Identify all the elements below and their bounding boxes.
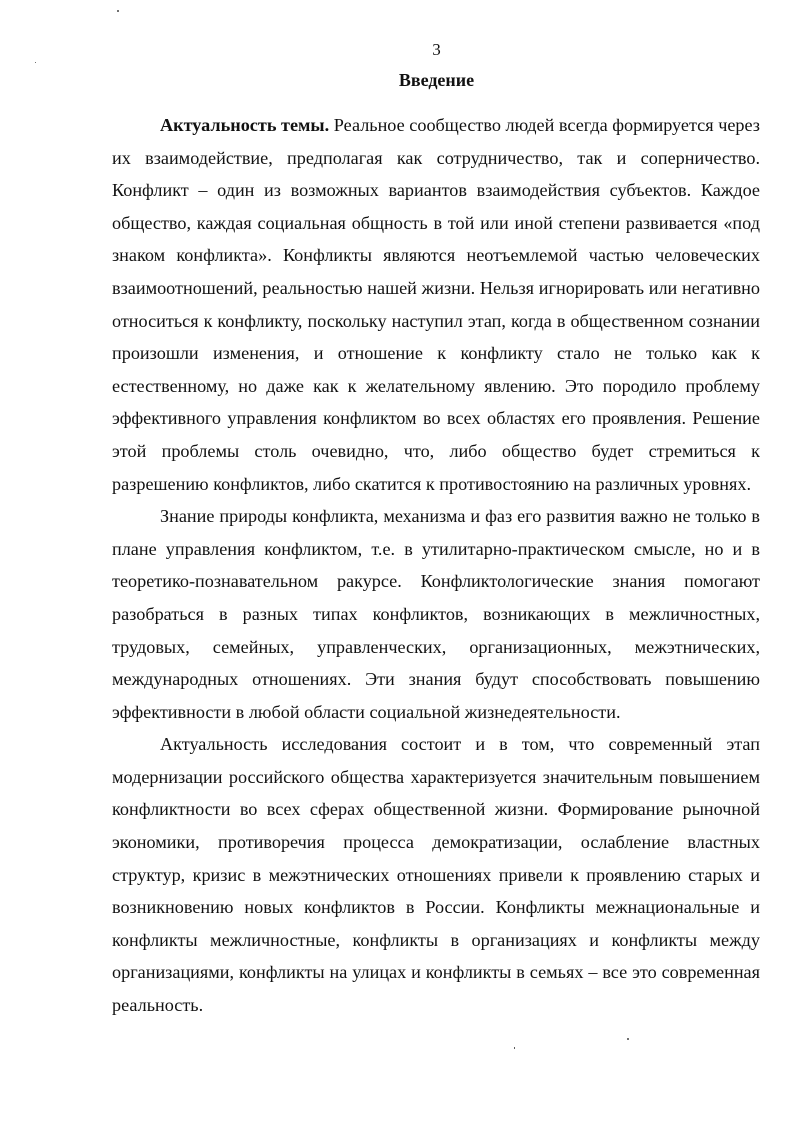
scan-speck	[117, 10, 119, 12]
page-number: 3	[432, 40, 441, 59]
page-title: Введение	[398, 70, 475, 90]
paragraph	[112, 500, 760, 728]
paragraph-lead: Актуальность темы.	[160, 115, 330, 135]
paragraph-text: Знание природы конфликта, механизма и фаз его развития важно не только в плане управления конфликтом, т.е. в утилитарно-практическом смысле, но и в теоретико-познавательном ракурсе. Конфликтологические знания помогают разобраться в разных типах конфликтов, возникающих в межличностных, трудовых, семейных, управленческих, организационных, межэтнических, международных отношениях. Эти знания будут способствовать повышению эффективности в любой области социальной жизнедеятельности.	[112, 506, 760, 722]
paragraph	[112, 109, 760, 500]
scan-speck	[514, 1047, 515, 1049]
paragraph-text: Реальное сообщество людей всегда формируется через их взаимодействие, предполагая как сотрудничество, так и соперничество. Конфликт – один из возможных вариантов взаимодействия субъектов. Каждое общество, каждая социальная общность в той или иной степени развивается «под знаком конфликта». Конфликты являются неотъемлемой частью человеческих взаимоотношений, реальностью нашей жизни. Нельзя игнорировать или негативно относиться к конфликту, поскольку наступил этап, когда в общественном сознании произошли изменения, и отношение к конфликту стало не только как к естественному, но даже как к желательному явлению. Это породило проблему эффективного управления конфликтом во всех областях его проявления. Решение этой проблемы столь очевидно, что, либо общество будет стремиться к разрешению конфликтов, либо скатится к противостоянию на различных уровнях.	[112, 115, 760, 494]
paragraph	[112, 728, 760, 1021]
scan-speck	[35, 62, 36, 63]
body-text	[112, 109, 760, 1022]
scan-speck	[627, 1038, 629, 1040]
paragraph-text: Актуальность исследования состоит и в том, что современный этап модернизации российского общества характеризуется значительным повышением конфликтности во всех сферах общественной жизни. Формирование рыночной экономики, противоречия процесса демократизации, ослабление властных структур, кризис в межэтнических отношениях привели к проявлению старых и возникновению новых конфликтов в России. Конфликты межнациональные и конфликты межличностные, конфликты в организациях и конфликты между организациями, конфликты на улицах и конфликты в семьях – все это современная реальность.	[112, 734, 760, 1016]
